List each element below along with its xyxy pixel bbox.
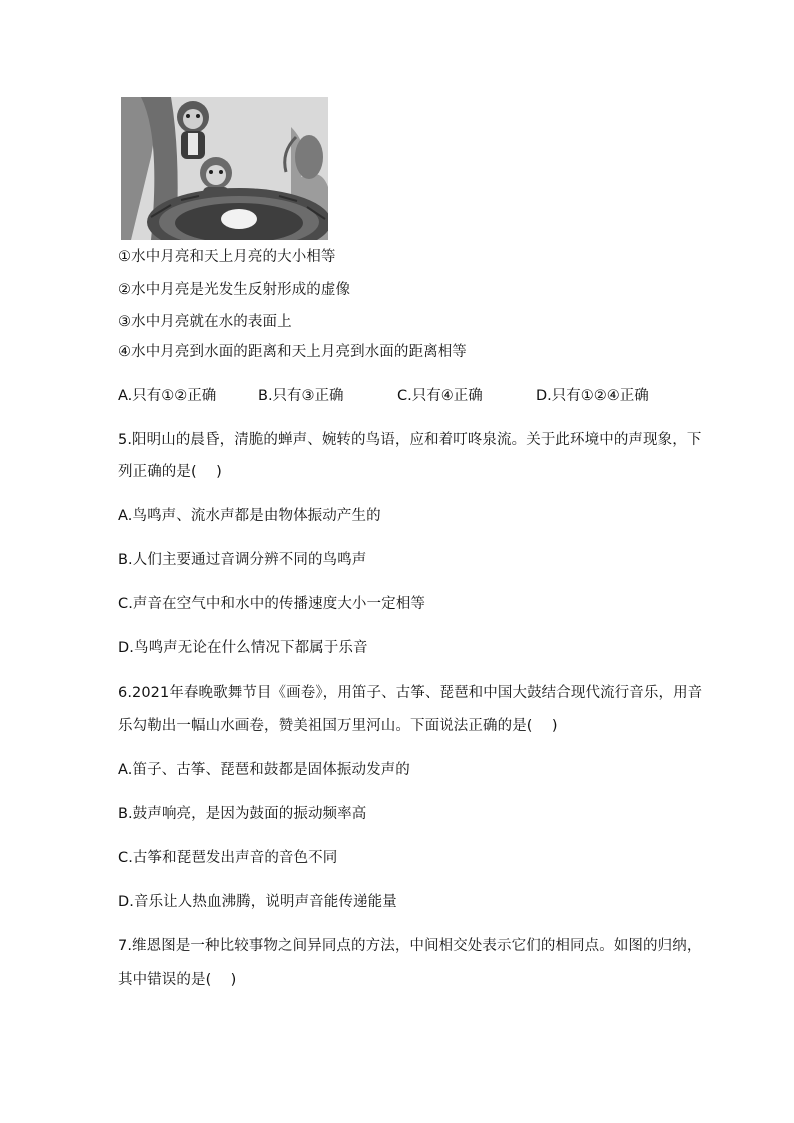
q4-statement-4: ④水中月亮到水面的距离和天上月亮到水面的距离相等	[118, 344, 467, 360]
q6-stem-line2: 乐勾勒出一幅山水画卷，赞美祖国万里河山。下面说法正确的是( )	[118, 718, 558, 734]
q5-option-d[interactable]: D.鸟鸣声无论在什么情况下都属于乐音	[118, 640, 368, 656]
q4-statement-2: ②水中月亮是光发生反射形成的虚像	[118, 282, 351, 298]
q6-option-c[interactable]: C.古筝和琵琶发出声音的音色不同	[118, 850, 338, 866]
q6-stem-line1: 6.2021年春晚歌舞节目《画卷》，用笛子、古筝、琵琶和中国大鼓结合现代流行音乐，用音	[118, 685, 703, 701]
q6-option-b[interactable]: B.鼓声响亮，是因为鼓面的振动频率高	[118, 806, 367, 822]
q5-stem-line2: 列正确的是( )	[118, 464, 222, 480]
q4-option-a[interactable]: A.只有①②正确	[118, 388, 217, 404]
monkeys-well-illustration	[121, 97, 328, 240]
q4-option-d[interactable]: D.只有①②④正确	[536, 388, 649, 404]
q4-option-c[interactable]: C.只有④正确	[397, 388, 483, 404]
q6-option-a[interactable]: A.笛子、古筝、琵琶和鼓都是固体振动发声的	[118, 762, 410, 778]
q4-statement-1: ①水中月亮和天上月亮的大小相等	[118, 249, 336, 265]
q5-option-b[interactable]: B.人们主要通过音调分辨不同的鸟鸣声	[118, 552, 367, 568]
q4-statement-3: ③水中月亮就在水的表面上	[118, 314, 292, 330]
q5-option-a[interactable]: A.鸟鸣声、流水声都是由物体振动产生的	[118, 508, 381, 524]
q6-option-d[interactable]: D.音乐让人热血沸腾，说明声音能传递能量	[118, 894, 397, 910]
q4-option-b[interactable]: B.只有③正确	[258, 388, 344, 404]
q7-stem-line1: 7.维恩图是一种比较事物之间异同点的方法，中间相交处表示它们的相同点。如图的归纳，	[118, 938, 702, 954]
q7-stem-line2: 其中错误的是( )	[118, 972, 237, 988]
q5-option-c[interactable]: C.声音在空气中和水中的传播速度大小一定相等	[118, 596, 425, 612]
q5-stem-line1: 5.阳明山的晨昏，清脆的蝉声、婉转的鸟语，应和着叮咚泉流。关于此环境中的声现象，下	[118, 432, 702, 448]
